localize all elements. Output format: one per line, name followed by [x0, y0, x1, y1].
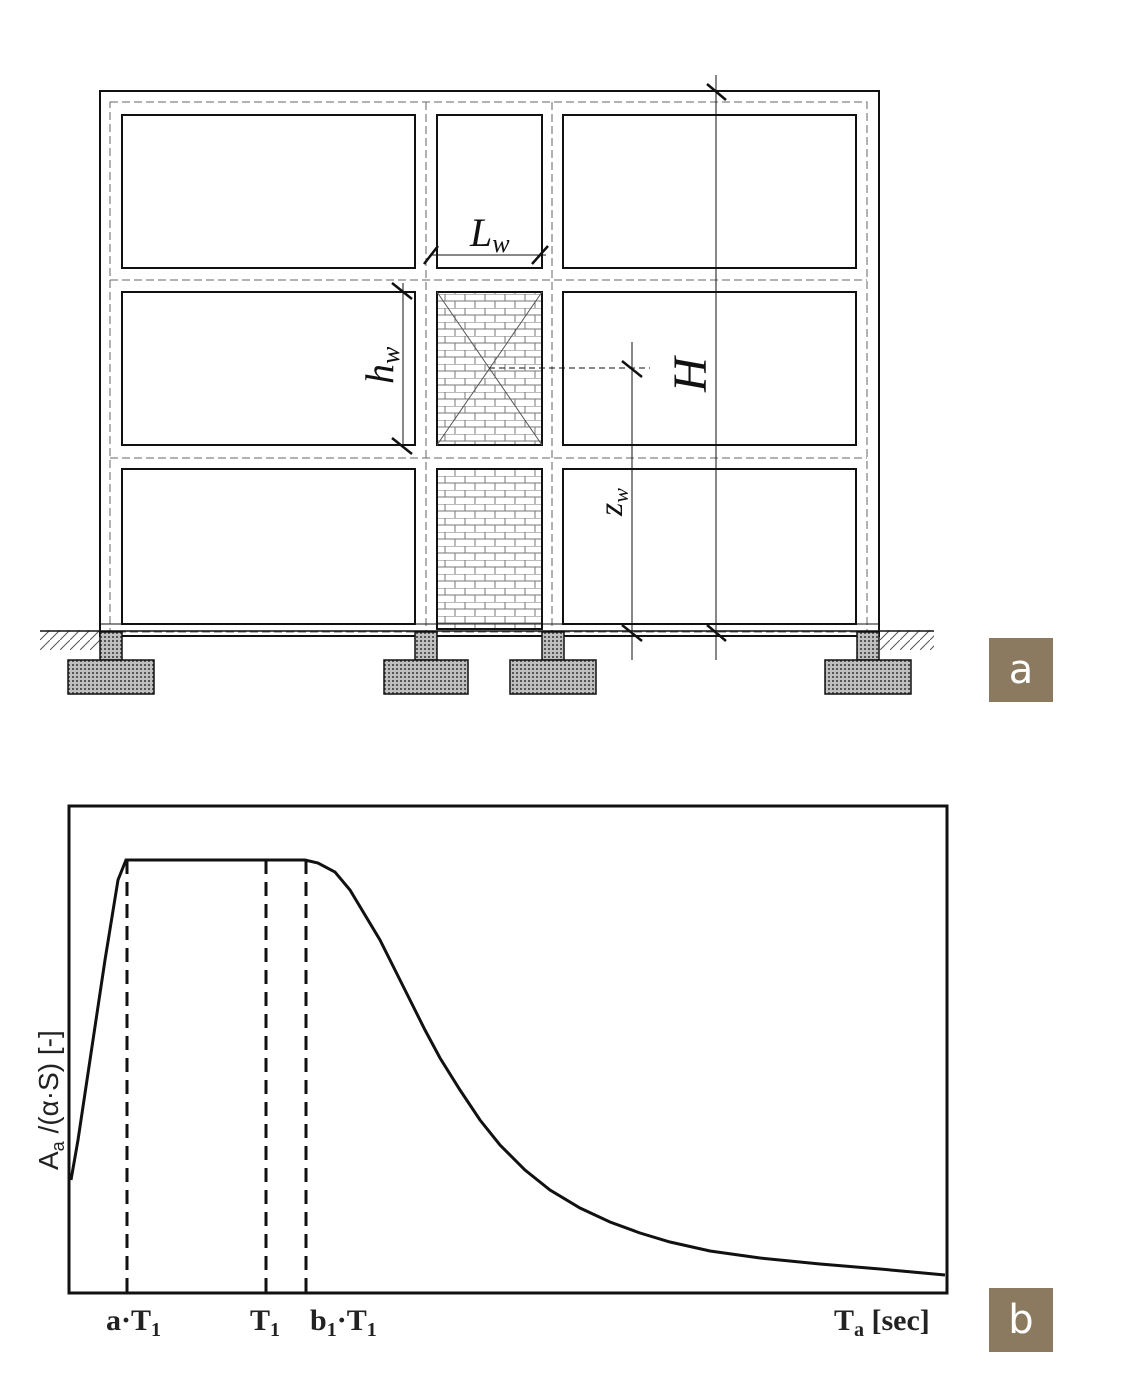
y-axis-label: $A_a$ /(α·S) [-]	[33, 1030, 68, 1170]
infill-wall-lower	[437, 469, 542, 629]
bay	[122, 115, 415, 268]
tick-label-t1: $T_1$	[250, 1304, 281, 1341]
spectrum-curve	[71, 860, 945, 1275]
label-zw: zw	[593, 488, 633, 516]
panel-badge-b: b	[989, 1288, 1053, 1352]
panel-badge-a: a	[989, 638, 1053, 702]
footing	[68, 660, 154, 694]
column-stub	[100, 632, 122, 660]
label-lw: Lw	[470, 210, 510, 258]
label-hw: hw	[357, 346, 405, 384]
footing	[825, 660, 911, 694]
column-stub	[542, 632, 564, 660]
foundation	[40, 630, 934, 694]
bay	[563, 115, 856, 268]
column-stub	[857, 632, 879, 660]
footing	[510, 660, 596, 694]
plot-frame	[69, 806, 947, 1293]
spectrum-plot	[33, 806, 947, 1341]
bay	[563, 469, 856, 624]
footing	[384, 660, 468, 694]
bay	[122, 469, 415, 624]
tick-label-a-t1: $a\cdot T_1$	[106, 1304, 162, 1341]
tick-label-b1-t1: $b_1\cdot T_1$	[310, 1304, 377, 1341]
x-axis-label: $T_a$ [sec]	[834, 1304, 930, 1341]
frame-diagram	[100, 91, 879, 636]
label-H: H	[664, 357, 717, 392]
column-stub	[415, 632, 437, 660]
